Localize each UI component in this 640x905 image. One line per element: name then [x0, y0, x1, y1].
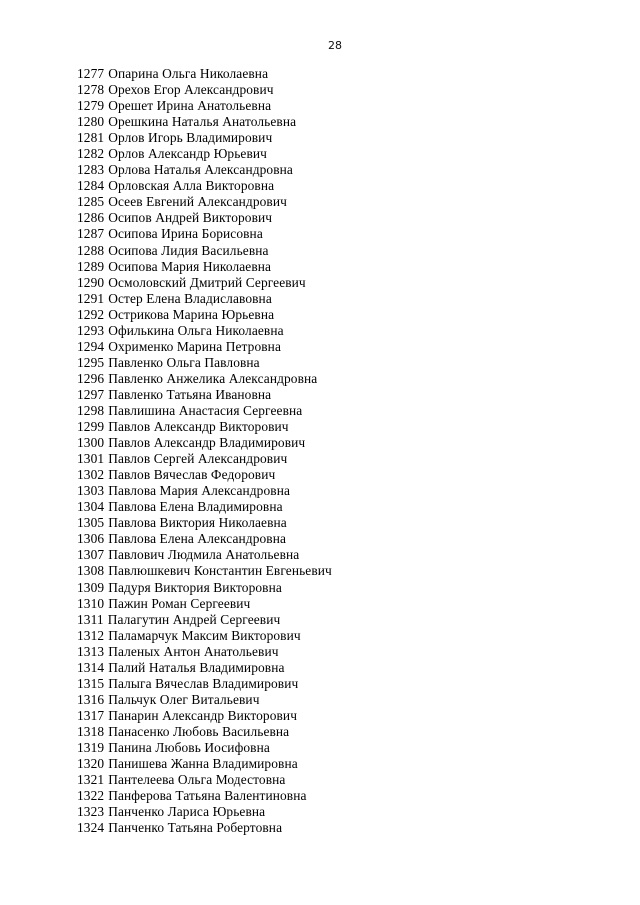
- entry-name: Осипов Андрей Викторович: [108, 210, 273, 226]
- entry-name: Павлов Сергей Александрович: [108, 451, 288, 467]
- entry-number: 1307: [77, 547, 105, 563]
- list-item: [77, 66, 332, 82]
- entry-number: 1313: [77, 643, 105, 659]
- entry-name: Опарина Ольга Николаевна: [108, 66, 269, 81]
- list-item: [77, 82, 332, 98]
- entry-number: 1284: [77, 178, 105, 194]
- entry-name: Орешет Ирина Анатольевна: [108, 98, 272, 114]
- entry-name: Павлович Людмила Анатольевна: [108, 547, 300, 563]
- entry-name: Пажин Роман Сергеевич: [108, 595, 251, 611]
- list-item: [77, 451, 332, 467]
- entry-name: Осеев Евгений Александрович: [108, 194, 287, 210]
- entry-name: Павленко Ольга Павловна: [108, 354, 260, 370]
- list-item: [77, 226, 332, 242]
- entry-name: Панченко Татьяна Робертовна: [108, 820, 283, 836]
- entry-name: Осипова Ирина Борисовна: [108, 226, 263, 242]
- entry-number: 1283: [77, 162, 105, 178]
- entry-number: 1289: [77, 258, 105, 274]
- list-item: [77, 483, 332, 499]
- entry-name: Орлова Наталья Александровна: [108, 162, 293, 178]
- list-item: [77, 114, 332, 130]
- entry-number: 1294: [77, 338, 105, 354]
- entry-name: Павленко Анжелика Александровна: [108, 370, 318, 386]
- entry-name: Орловская Алла Викторовна: [108, 178, 275, 194]
- entry-name: Орлов Александр Юрьевич: [108, 146, 267, 162]
- list-item: [77, 130, 332, 146]
- entry-name: Павлюшкевич Константин Евгеньевич: [108, 563, 332, 579]
- entry-number: 1295: [77, 354, 105, 370]
- list-item: [77, 724, 332, 740]
- entry-number: 1290: [77, 274, 105, 290]
- entry-number: 1288: [77, 242, 105, 258]
- entry-number: 1302: [77, 467, 105, 483]
- entry-number: 1287: [77, 226, 105, 242]
- list-item: [77, 740, 332, 756]
- entry-number: 1308: [77, 563, 105, 579]
- entry-name: Паленых Антон Анатольевич: [108, 643, 279, 659]
- list-item: [77, 291, 332, 307]
- entry-number: 1319: [77, 739, 105, 755]
- list-item: [77, 194, 332, 210]
- entry-name: Павлов Александр Владимирович: [108, 435, 306, 451]
- list-item: [77, 820, 332, 836]
- list-item: [77, 756, 332, 772]
- entry-name: Паламарчук Максим Викторович: [108, 627, 301, 643]
- entry-name: Павлова Виктория Николаевна: [108, 515, 287, 531]
- entry-number: 1299: [77, 419, 105, 435]
- entry-name: Павленко Татьяна Ивановна: [108, 386, 272, 402]
- list-item: [77, 403, 332, 419]
- list-item: [77, 210, 332, 226]
- list-item: [77, 499, 332, 515]
- entry-name: Панарин Александр Викторович: [108, 707, 298, 723]
- entry-number: 1312: [77, 627, 105, 643]
- entry-number: 1309: [77, 579, 105, 595]
- list-item: [77, 387, 332, 403]
- entry-number: 1306: [77, 531, 105, 547]
- entry-number: 1281: [77, 130, 105, 146]
- list-item: [77, 339, 332, 355]
- entry-name: Падуря Виктория Викторовна: [108, 579, 282, 595]
- entry-number: 1314: [77, 659, 105, 675]
- entry-name: Орлов Игорь Владимирович: [108, 130, 273, 146]
- list-item: [77, 323, 332, 339]
- entry-name: Офилькина Ольга Николаевна: [108, 322, 284, 338]
- entry-name: Павлова Елена Владимировна: [108, 499, 283, 515]
- entry-name: Остер Елена Владиславовна: [108, 290, 272, 306]
- list-item: [77, 580, 332, 596]
- entry-number: 1320: [77, 756, 105, 772]
- entry-number: 1301: [77, 451, 105, 467]
- entry-number: 1297: [77, 386, 105, 402]
- entry-number: 1300: [77, 435, 105, 451]
- list-item: [77, 355, 332, 371]
- list-item: [77, 660, 332, 676]
- list-item: [77, 628, 332, 644]
- entry-name: Пантелеева Ольга Модестовна: [108, 772, 286, 788]
- entry-number: 1293: [77, 322, 105, 338]
- list-item: [77, 178, 332, 194]
- list-item: [77, 563, 332, 579]
- list-item: [77, 419, 332, 435]
- name-list: [77, 66, 332, 836]
- entry-name: Орешкина Наталья Анатольевна: [108, 114, 297, 130]
- list-item: [77, 275, 332, 291]
- entry-number: 1296: [77, 370, 105, 386]
- list-item: [77, 307, 332, 323]
- entry-number: 1324: [77, 820, 105, 836]
- entry-number: 1303: [77, 483, 105, 499]
- entry-number: 1278: [77, 82, 105, 98]
- entry-number: 1280: [77, 114, 105, 130]
- entry-number: 1318: [77, 723, 105, 739]
- entry-number: 1305: [77, 515, 105, 531]
- list-item: [77, 515, 332, 531]
- entry-name: Павлов Александр Викторович: [108, 419, 289, 435]
- list-item: [77, 98, 332, 114]
- list-item: [77, 692, 332, 708]
- entry-number: 1292: [77, 306, 105, 322]
- list-item: [77, 531, 332, 547]
- entry-name: Павлов Вячеслав Федорович: [108, 467, 276, 483]
- entry-name: Палыга Вячеслав Владимирович: [108, 675, 299, 691]
- entry-number: 1291: [77, 290, 105, 306]
- entry-number: 1311: [77, 611, 104, 627]
- entry-number: 1322: [77, 788, 105, 804]
- list-item: [77, 644, 332, 660]
- entry-name: Охрименко Марина Петровна: [108, 338, 281, 354]
- page-number: 28: [328, 39, 342, 52]
- list-item: [77, 146, 332, 162]
- list-item: [77, 259, 332, 275]
- entry-name: Орехов Егор Александрович: [108, 82, 274, 98]
- list-item: [77, 788, 332, 804]
- list-item: [77, 467, 332, 483]
- entry-name: Павлишина Анастасия Сергеевна: [108, 402, 303, 418]
- entry-name: Палагутин Андрей Сергеевич: [107, 611, 281, 627]
- entry-name: Осипова Лидия Васильевна: [108, 242, 269, 258]
- entry-number: 1321: [77, 772, 105, 788]
- list-item: [77, 676, 332, 692]
- list-item: [77, 162, 332, 178]
- entry-name: Осмоловский Дмитрий Сергеевич: [108, 274, 306, 290]
- entry-number: 1310: [77, 595, 105, 611]
- entry-name: Осипова Мария Николаевна: [108, 258, 272, 274]
- list-item: [77, 612, 332, 628]
- list-item: [77, 435, 332, 451]
- entry-number: 1286: [77, 210, 105, 226]
- list-item: [77, 243, 332, 259]
- entry-name: Панченко Лариса Юрьевна: [108, 804, 266, 820]
- entry-name: Панасенко Любовь Васильевна: [108, 723, 290, 739]
- entry-name: Острикова Марина Юрьевна: [108, 306, 275, 322]
- entry-name: Палий Наталья Владимировна: [108, 659, 285, 675]
- entry-number: 1298: [77, 402, 105, 418]
- entry-number: 1315: [77, 675, 105, 691]
- list-item: [77, 596, 332, 612]
- list-item: [77, 708, 332, 724]
- entry-number: 1282: [77, 146, 105, 162]
- entry-number: 1323: [77, 804, 105, 820]
- entry-name: Панина Любовь Иосифовна: [108, 739, 270, 755]
- entry-number: 1304: [77, 499, 105, 515]
- entry-name: Панишева Жанна Владимировна: [108, 756, 298, 772]
- entry-number: 1317: [77, 707, 105, 723]
- entry-name: Павлова Елена Александровна: [108, 531, 287, 547]
- list-item: [77, 547, 332, 563]
- list-item: [77, 772, 332, 788]
- list-item: [77, 371, 332, 387]
- entry-name: Панферова Татьяна Валентиновна: [108, 788, 307, 804]
- entry-name: Павлова Мария Александровна: [108, 483, 290, 499]
- list-item: [77, 804, 332, 820]
- entry-number: 1279: [77, 98, 105, 114]
- entry-name: Пальчук Олег Витальевич: [108, 691, 260, 707]
- entry-number: 1285: [77, 194, 105, 210]
- entry-number: 1316: [77, 691, 105, 707]
- entry-number: 1277: [77, 66, 105, 81]
